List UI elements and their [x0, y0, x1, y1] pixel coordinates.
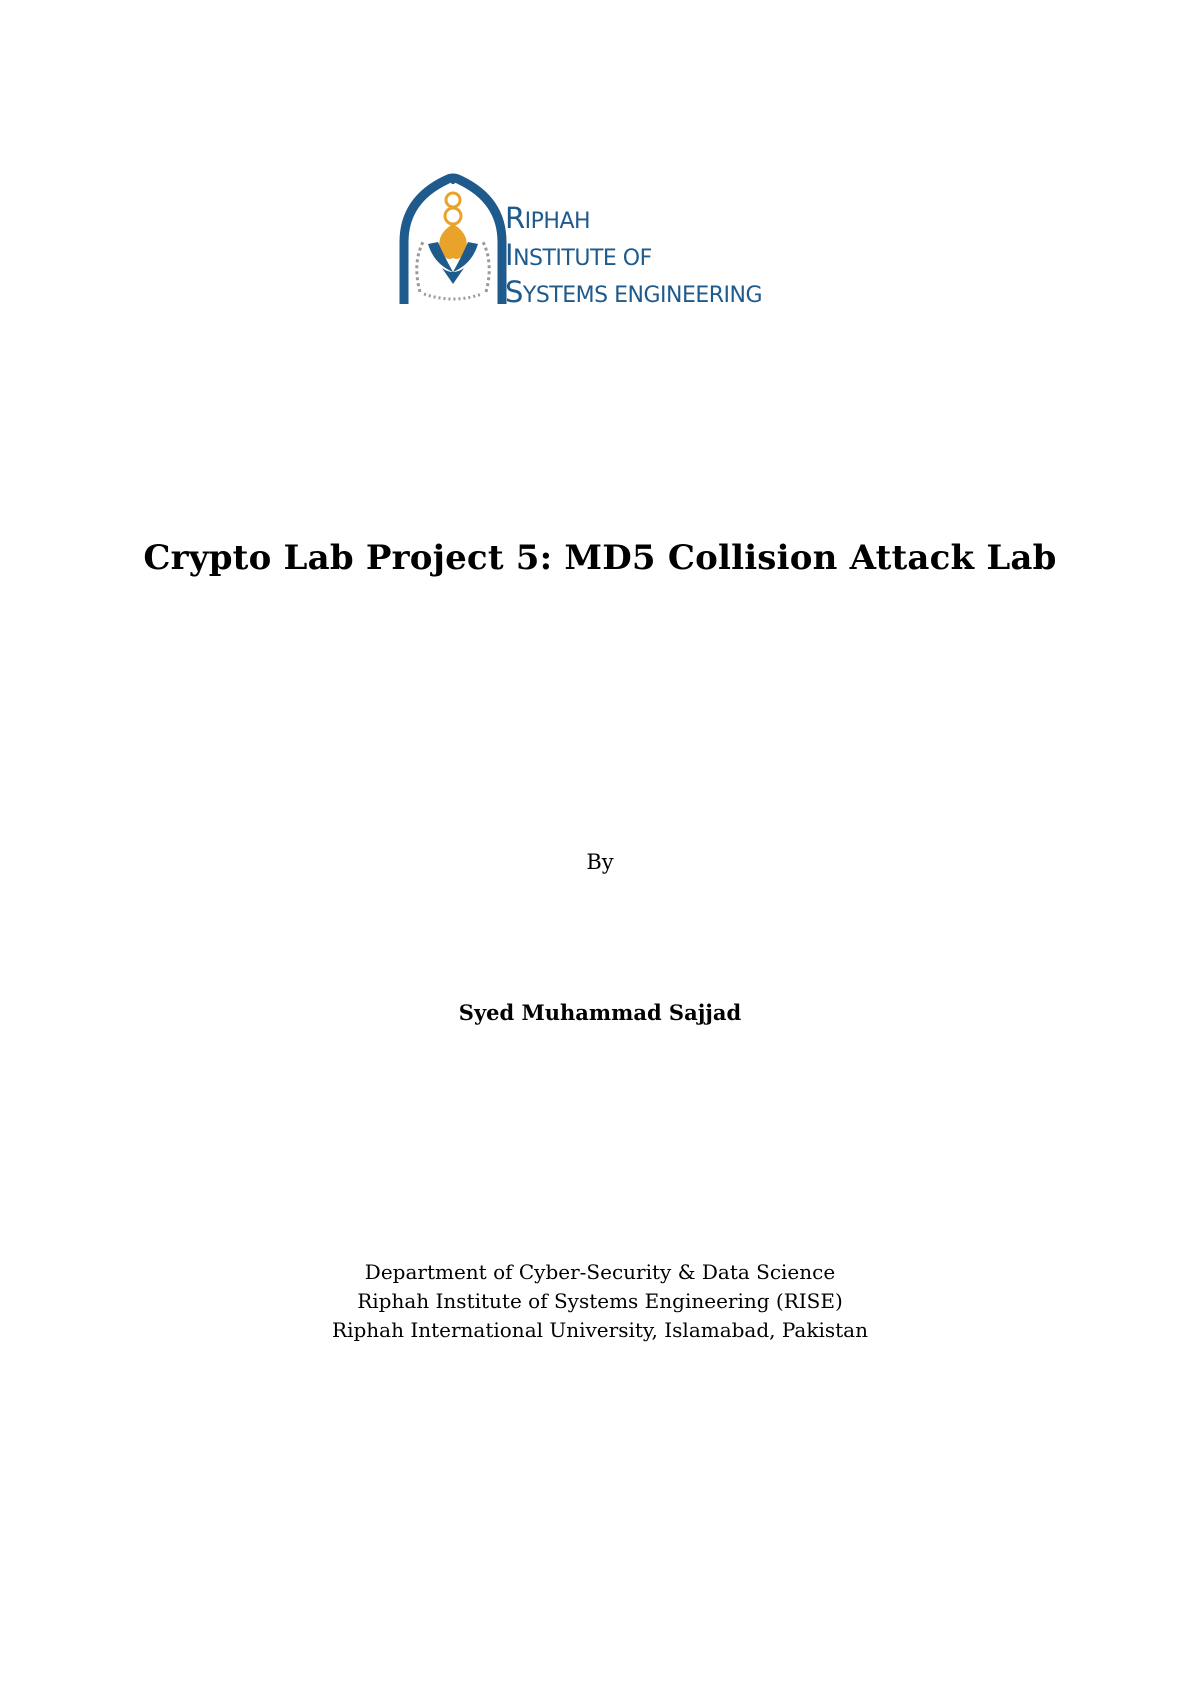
- affiliation-block: [0, 1258, 1200, 1345]
- logo-line-systems: SYSTEMS ENGINEERING: [505, 275, 763, 309]
- institution-logo: [398, 172, 818, 312]
- by-label: By: [586, 850, 614, 874]
- riphah-emblem-icon: [398, 172, 508, 307]
- logo-line-riphah: RIPHAH: [505, 201, 591, 235]
- affiliation-institute: Riphah Institute of Systems Engineering (RISE): [357, 1289, 843, 1313]
- affiliation-department: Department of Cyber-Security & Data Science: [364, 1260, 836, 1284]
- document-title: Crypto Lab Project 5: MD5 Collision Attack Lab: [143, 538, 1057, 578]
- logo-line-institute: INSTITUTE OF: [505, 238, 652, 272]
- logo-wordmark: [505, 202, 762, 313]
- author-name: Syed Muhammad Sajjad: [458, 1000, 742, 1025]
- affiliation-university: Riphah International University, Islamabad, Pakistan: [332, 1318, 868, 1342]
